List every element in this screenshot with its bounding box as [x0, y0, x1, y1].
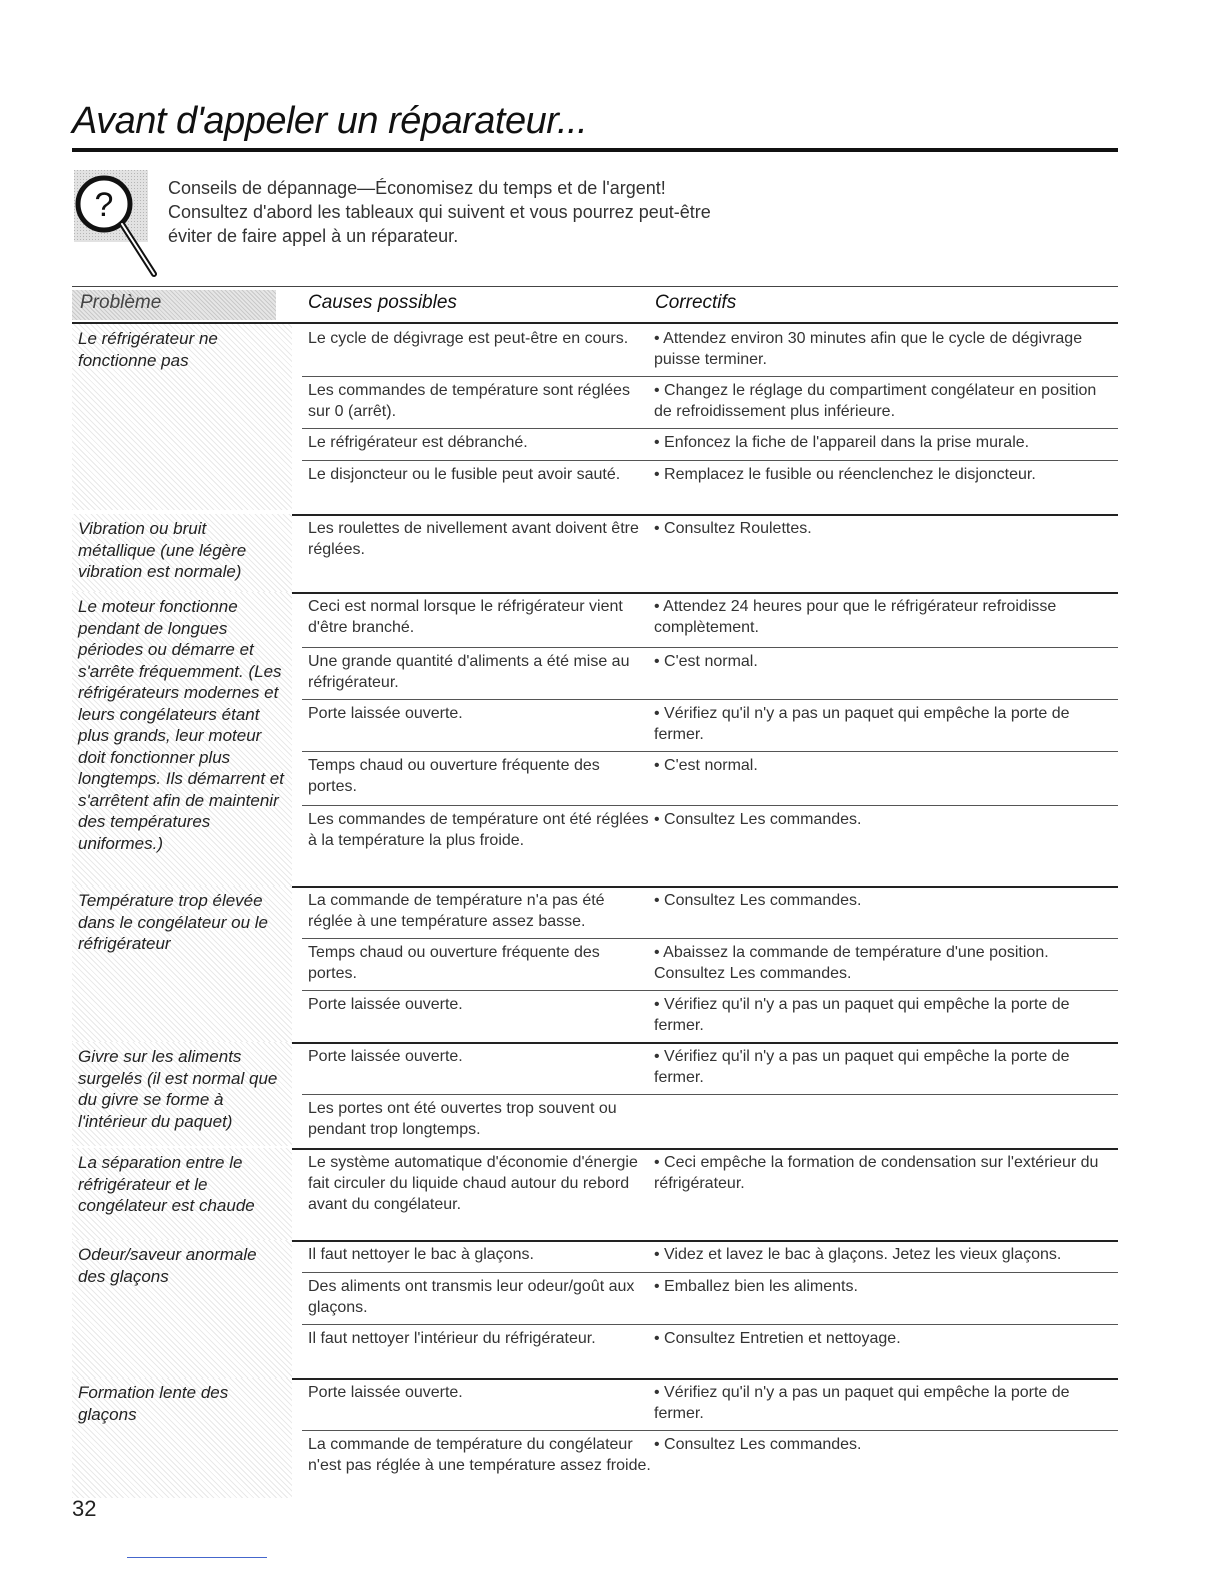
intro-text: Conseils de dépannage—Économisez du temps et de l'argent! Consultez d'abord les tableaux qui suivent et vous pourrez peut-être éviter de faire appel à un réparateur.: [168, 178, 711, 246]
row-divider: [302, 1272, 1118, 1273]
fix-cell: • Enfoncez la fiche de l'appareil dans la prise murale.: [654, 434, 1030, 451]
row-divider: [302, 805, 1118, 806]
row-divider: [302, 1094, 1118, 1095]
row-divider: [302, 699, 1118, 700]
header-problem: Problème: [72, 290, 276, 320]
fix-cell: • Videz et lavez le bac à glaçons. Jetez les vieux glaçons.: [654, 1246, 1062, 1263]
fix-cell: • Remplacez le fusible ou réenclenchez le disjoncteur.: [654, 466, 1036, 483]
cause-cell: Il faut nettoyer le bac à glaçons.: [308, 1246, 534, 1263]
cause-cell: Les portes ont été ouvertes trop souvent ou pendant trop longtemps.: [308, 1100, 617, 1138]
cause-cell: Le réfrigérateur est débranché.: [308, 434, 528, 451]
cause-cell: La commande de température n'a pas été réglée à une température assez basse.: [308, 892, 605, 930]
cause-cell: La commande de température du congélateur n'est pas réglée à une température assez froide.: [308, 1436, 651, 1474]
fix-cell: • Vérifiez qu'il n'y a pas un paquet qui empêche la porte de fermer.: [654, 1048, 1070, 1086]
table-row: [302, 1272, 1118, 1324]
header-causes: Causes possibles: [308, 292, 457, 313]
cause-cell: Porte laissée ouverte.: [308, 1384, 463, 1401]
row-divider: [302, 647, 1118, 648]
table-row: [302, 514, 1118, 592]
table-row: [302, 1240, 1118, 1272]
row-divider: [302, 376, 1118, 377]
fix-cell: • C'est normal.: [654, 757, 758, 774]
table-row: [302, 460, 1118, 510]
row-divider: [302, 1324, 1118, 1325]
page-title: Avant d'appeler un réparateur...: [72, 100, 588, 142]
table-row: [302, 1094, 1118, 1146]
problem-label: Température trop élevée dans le congélateur ou le réfrigérateur: [72, 886, 292, 1042]
header-fixes: Correctifs: [655, 292, 737, 313]
problem-label: Formation lente des glaçons: [72, 1378, 292, 1498]
cause-cell: Une grande quantité d'aliments a été mise au réfrigérateur.: [308, 653, 630, 691]
problem-label: Le réfrigérateur ne fonctionne pas: [72, 324, 292, 510]
problem-group: [72, 1378, 1118, 1498]
fix-cell: • Consultez Les commandes.: [654, 811, 862, 828]
magnifier-question-icon: [74, 170, 158, 280]
cause-cell: Le cycle de dégivrage est peut-être en cours.: [308, 330, 629, 347]
table-row: [302, 886, 1118, 938]
row-divider: [302, 751, 1118, 752]
table-row: [302, 1148, 1118, 1240]
table-row: [302, 1430, 1118, 1498]
problem-group: [72, 324, 1118, 510]
cause-cell: Il faut nettoyer l'intérieur du réfrigérateur.: [308, 1330, 596, 1347]
cause-cell: Le système automatique d'économie d'énergie fait circuler du liquide chaud autour du rebord avant du congélateur.: [308, 1154, 638, 1213]
cause-cell: Ceci est normal lorsque le réfrigérateur vient d'être branché.: [308, 598, 623, 636]
cause-cell: Temps chaud ou ouverture fréquente des portes.: [308, 757, 600, 795]
row-divider: [302, 990, 1118, 991]
problem-group: [72, 1148, 1118, 1240]
fix-cell: • C'est normal.: [654, 653, 758, 670]
cause-cell: Les roulettes de nivellement avant doivent être réglées.: [308, 520, 639, 558]
row-divider: [302, 1430, 1118, 1431]
table-row: [302, 1378, 1118, 1430]
cause-cell: Porte laissée ouverte.: [308, 1048, 463, 1065]
cause-cell: Les commandes de température sont réglées sur 0 (arrêt).: [308, 382, 630, 420]
problem-label: Vibration ou bruit métallique (une légère vibration est normale): [72, 514, 292, 592]
table-row: [302, 1324, 1118, 1378]
fix-cell: • Consultez Roulettes.: [654, 520, 812, 537]
problem-group: [72, 514, 1118, 592]
problem-group: [72, 1240, 1118, 1378]
table-row: [302, 1042, 1118, 1094]
table-row: [302, 751, 1118, 805]
cause-cell: Des aliments ont transmis leur odeur/goût aux glaçons.: [308, 1278, 635, 1316]
row-divider: [302, 460, 1118, 461]
cause-cell: Porte laissée ouverte.: [308, 705, 463, 722]
fix-cell: • Changez le réglage du compartiment congélateur en position de refroidissement plus inférieure.: [654, 382, 1097, 420]
fix-cell: • Vérifiez qu'il n'y a pas un paquet qui empêche la porte de fermer.: [654, 1384, 1070, 1422]
problem-label: La séparation entre le réfrigérateur et le congélateur est chaude: [72, 1148, 292, 1240]
table-row: [302, 805, 1118, 888]
cause-cell: Les commandes de température ont été réglées à la température la plus froide.: [308, 811, 649, 849]
title-rule: [72, 148, 1118, 152]
fix-cell: • Vérifiez qu'il n'y a pas un paquet qui empêche la porte de fermer.: [654, 996, 1070, 1034]
problem-label: Givre sur les aliments surgelés (il est normal que du givre se forme à l'intérieur du paquet): [72, 1042, 292, 1146]
row-divider: [302, 428, 1118, 429]
fix-cell: • Attendez 24 heures pour que le réfrigérateur refroidisse complètement.: [654, 598, 1057, 636]
page-number: 32: [72, 1496, 97, 1521]
cause-cell: Porte laissée ouverte.: [308, 996, 463, 1013]
row-divider: [302, 938, 1118, 939]
svg-text:?: ?: [94, 186, 114, 224]
fix-cell: • Vérifiez qu'il n'y a pas un paquet qui empêche la porte de fermer.: [654, 705, 1070, 743]
fix-cell: • Abaissez la commande de température d'une position. Consultez Les commandes.: [654, 944, 1049, 982]
table-row: [302, 938, 1118, 990]
table-top-rule: [72, 286, 1118, 287]
table-row: [302, 647, 1118, 699]
cause-cell: Le disjoncteur ou le fusible peut avoir sauté.: [308, 466, 621, 483]
problem-label: Le moteur fonctionne pendant de longues périodes ou démarre et s'arrête fréquemment. (Les réfrigérateurs modernes et leurs congélateurs étant plus grands, leur moteur doit fonctionner plus longtemps. Ils démarrent et s'arrêtent afin de maintenir des températures uniformes.): [72, 592, 292, 888]
problem-label: Odeur/saveur anormale des glaçons: [72, 1240, 292, 1378]
table-row: [302, 592, 1118, 647]
fix-cell: • Emballez bien les aliments.: [654, 1278, 858, 1295]
table-row: [302, 324, 1118, 376]
problem-group: [72, 1042, 1118, 1146]
cause-cell: Temps chaud ou ouverture fréquente des portes.: [308, 944, 600, 982]
table-row: [302, 990, 1118, 1042]
footer-line: [127, 1557, 267, 1558]
problem-group: [72, 886, 1118, 1042]
problem-group: [72, 592, 1118, 888]
fix-cell: • Attendez environ 30 minutes afin que le cycle de dégivrage puisse terminer.: [654, 330, 1083, 368]
fix-cell: • Consultez Les commandes.: [654, 892, 862, 909]
table-row: [302, 699, 1118, 751]
table-row: [302, 376, 1118, 428]
fix-cell: • Ceci empêche la formation de condensation sur l'extérieur du réfrigérateur.: [654, 1154, 1099, 1192]
table-row: [302, 428, 1118, 460]
fix-cell: • Consultez Les commandes.: [654, 1436, 862, 1453]
fix-cell: • Consultez Entretien et nettoyage.: [654, 1330, 901, 1347]
